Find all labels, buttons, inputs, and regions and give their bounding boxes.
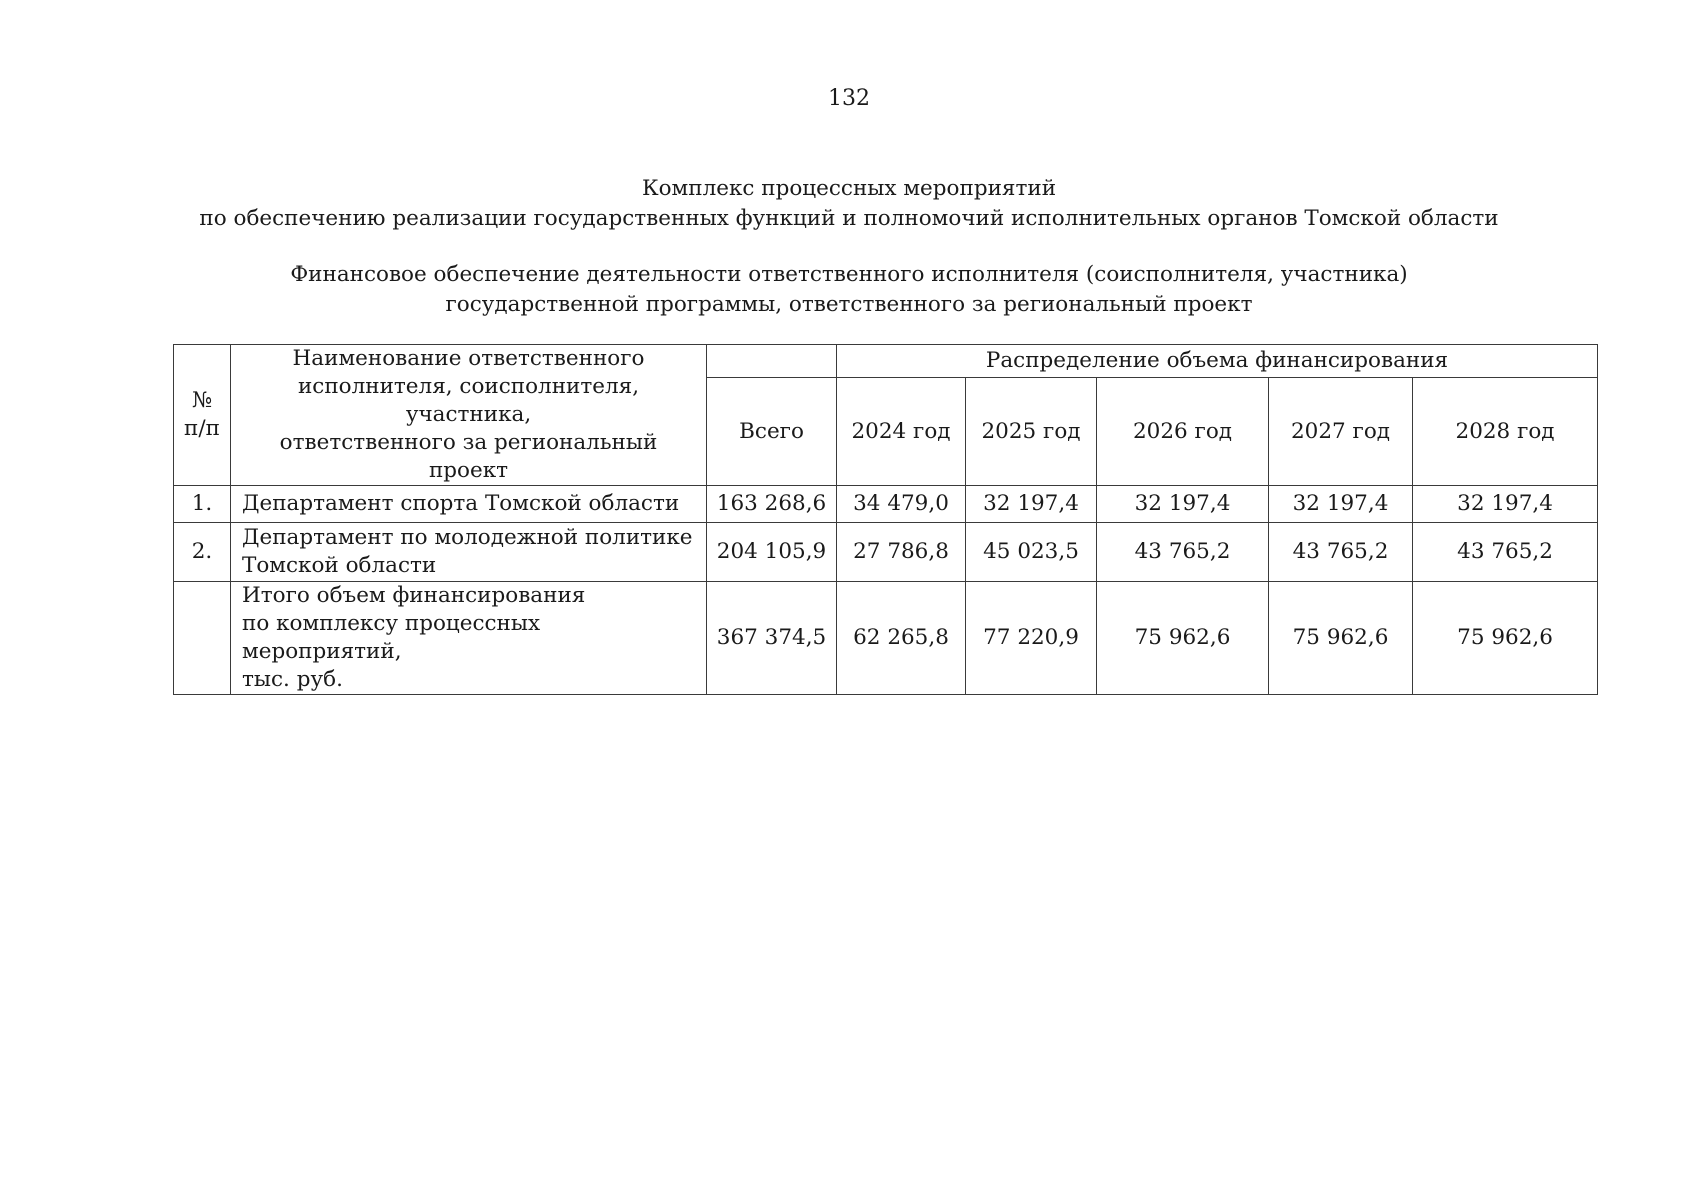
row-value: 43 765,2 (1097, 523, 1269, 582)
row-num: 1. (174, 486, 231, 523)
row-name (231, 523, 707, 582)
total-row-name-line: Итого объем финансирования (242, 583, 586, 608)
row-value: 45 023,5 (966, 523, 1097, 582)
document-subtitle (150, 260, 1548, 320)
header-distribution: Распределение объема финансирования (837, 345, 1598, 378)
total-row-value: 75 962,6 (1269, 582, 1413, 695)
header-name-line: ответственного за региональный проект (279, 430, 658, 483)
header-total-top-empty (707, 345, 837, 378)
title-line: Комплекс процессных мероприятий (641, 176, 1057, 201)
header-year: 2028 год (1413, 378, 1598, 486)
table-row (174, 523, 1598, 582)
header-name-line: исполнителя, соисполнителя, участника, (297, 374, 640, 427)
row-name-line: Департамент по молодежной политике (242, 525, 693, 550)
row-name-line: Департамент спорта Томской области (242, 491, 680, 516)
row-name (231, 486, 707, 523)
document-title (150, 174, 1548, 234)
row-value: 32 197,4 (966, 486, 1097, 523)
row-value: 43 765,2 (1269, 523, 1413, 582)
header-row-top (174, 345, 1598, 378)
header-year: 2027 год (1269, 378, 1413, 486)
row-value: 32 197,4 (1097, 486, 1269, 523)
total-row-value: 62 265,8 (837, 582, 966, 695)
header-year: 2024 год (837, 378, 966, 486)
row-value: 32 197,4 (1269, 486, 1413, 523)
subtitle-line: Финансовое обеспечение деятельности ответственного исполнителя (соисполнителя, участника) (290, 262, 1408, 287)
title-line: по обеспечению реализации государственных функций и полномочий исполнительных органов Томской области (199, 206, 1499, 231)
total-row-name-line: по комплексу процессных мероприятий, (242, 611, 541, 664)
total-row-num (174, 582, 231, 695)
header-num (174, 345, 231, 486)
header-total: Всего (707, 378, 837, 486)
row-value: 27 786,8 (837, 523, 966, 582)
row-name-line: Томской области (242, 553, 437, 578)
total-row-name (231, 582, 707, 695)
header-name-line: Наименование ответственного (292, 346, 645, 371)
row-value: 34 479,0 (837, 486, 966, 523)
row-total: 204 105,9 (707, 523, 837, 582)
subtitle-line: государственной программы, ответственного за региональный проект (445, 292, 1253, 317)
total-row (174, 582, 1598, 695)
row-num: 2. (174, 523, 231, 582)
row-value: 32 197,4 (1413, 486, 1598, 523)
header-num-line: № (191, 388, 213, 413)
header-name (231, 345, 707, 486)
total-row-value: 77 220,9 (966, 582, 1097, 695)
header-num-line: п/п (184, 416, 220, 441)
total-row-value: 75 962,6 (1097, 582, 1269, 695)
header-year: 2026 год (1097, 378, 1269, 486)
header-year: 2025 год (966, 378, 1097, 486)
financing-table (173, 344, 1598, 695)
row-total: 163 268,6 (707, 486, 837, 523)
page-number: 132 (828, 86, 870, 111)
row-value: 43 765,2 (1413, 523, 1598, 582)
total-row-value: 75 962,6 (1413, 582, 1598, 695)
total-row-total: 367 374,5 (707, 582, 837, 695)
table-row (174, 486, 1598, 523)
total-row-name-line: тыс. руб. (242, 667, 343, 692)
